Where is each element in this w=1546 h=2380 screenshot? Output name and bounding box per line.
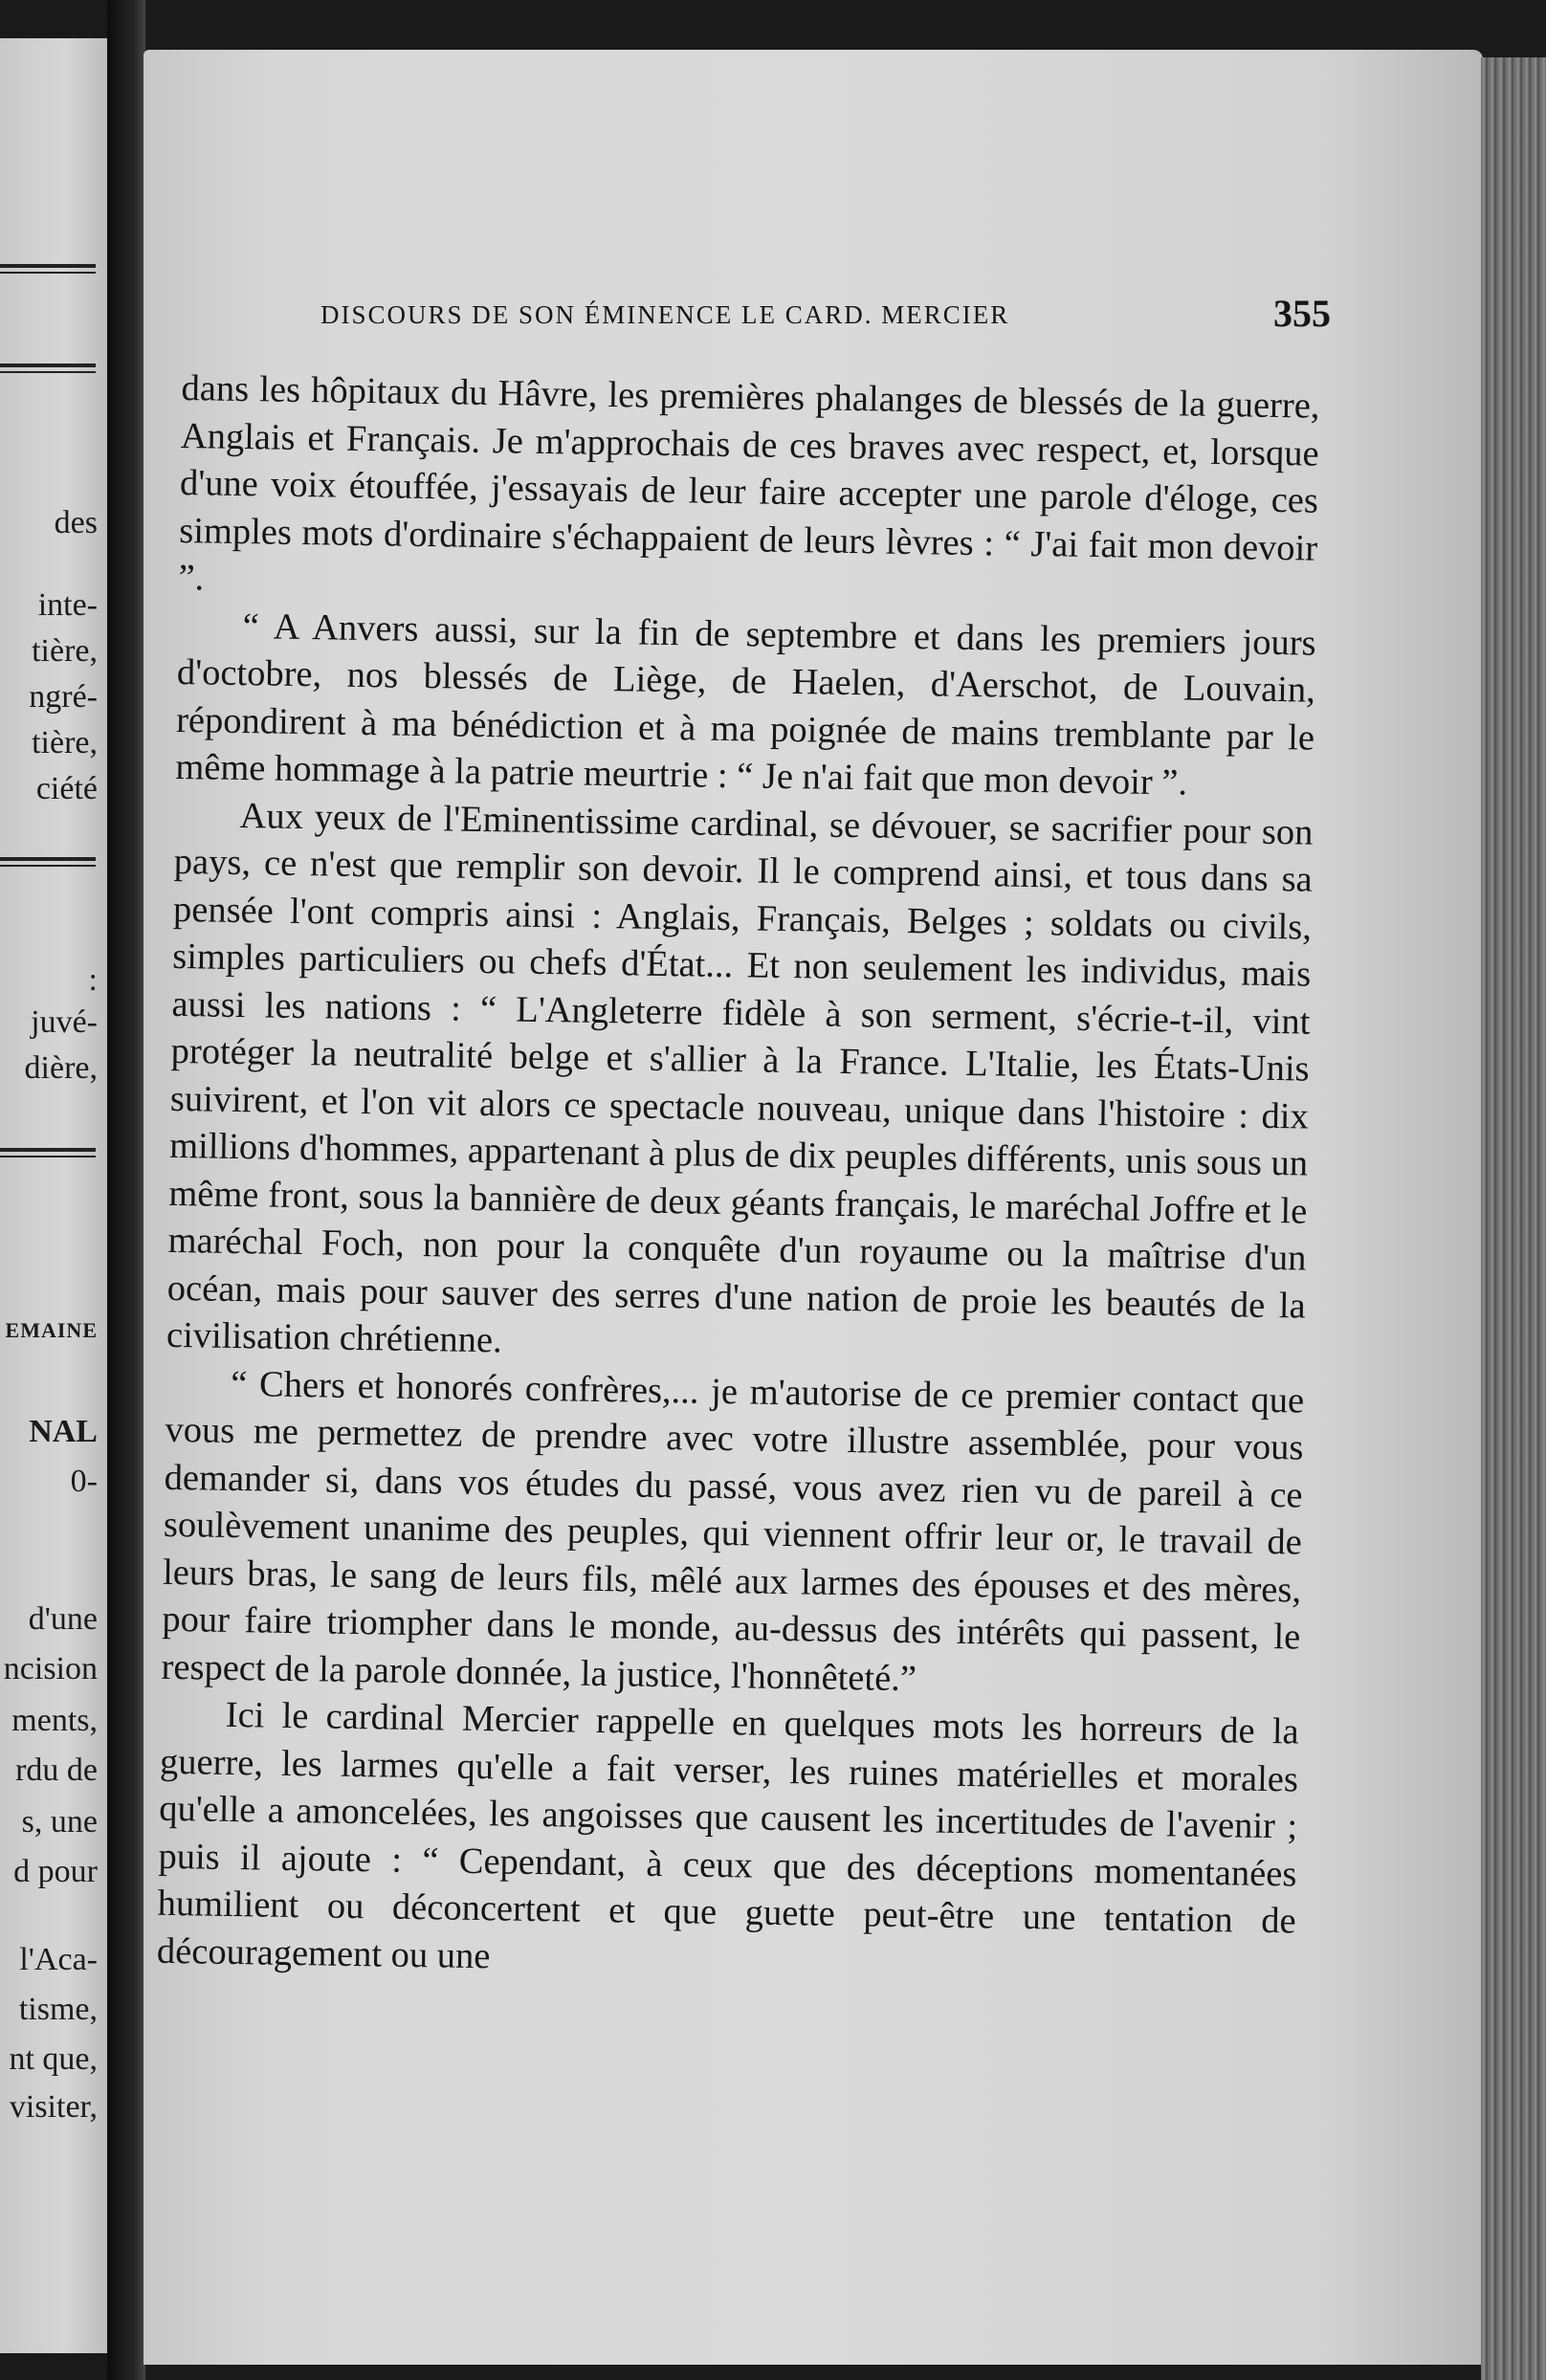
text-fragment: ncision <box>3 1651 98 1686</box>
body-text <box>157 365 1320 1993</box>
text-fragment: : <box>88 962 98 998</box>
text-fragment: 0- <box>70 1464 98 1499</box>
text-fragment: des <box>54 505 98 540</box>
rule <box>0 364 96 373</box>
paragraph: “ Chers et honorés confrères,... je m'autorise de ce premier contact que vous me permettez de prendre avec votre illustre assemblée, pour vous demander si, dans vos études du passé, vous avez rien vu de pareil à ce soulèvement unanime des peuples, qui viennent offrir leur or, le travail de leurs bras, le sang de leurs fils, mêlé aux larmes des épouses et des mères, pour faire triompher dans le monde, au-dessus des intérêts qui passent, le respect de la parole donnée, la justice, l'honnêteté.” <box>161 1363 1305 1699</box>
text-fragment: tière, <box>32 633 98 669</box>
book-gutter <box>107 0 145 2380</box>
text-fragment: ments, <box>11 1703 98 1738</box>
text-fragment: d pour <box>13 1854 98 1889</box>
rule <box>0 1148 96 1157</box>
text-fragment: tisme, <box>18 1992 98 2027</box>
paragraph: Aux yeux de l'Eminentissime cardinal, se dévouer, se sacrifier pour son pays, ce n'est que remplir son devoir. Il le comprend ainsi, et tous dans sa pensée l'ont compris ainsi : Anglais, Français, Belges ; soldats ou civils, simples particuliers ou chefs d'État... Et non seulement les individus, mais aussi les nations : “ L'Angleterre fidèle à son serment, s'écrie-t-il, vint protéger la neutralité belge et s'allier à la France. L'Italie, les États-Unis suivirent, et l'on vit alors ce spectacle nouveau, unique dans l'histoire : dix millions d'hommes, appartenant à plus de dix peuples différents, unis sous un même front, sous la bannière de deux géants français, le maréchal Joffre et le maréchal Foch, non pour la conquête d'un royaume ou la maîtrise d'un océan, mais pour sauver des serres d'une nation de proie les beautés de la civilisation chrétienne. <box>166 795 1314 1361</box>
text-fragment: inte- <box>37 587 98 623</box>
page-edges <box>1481 57 1546 2380</box>
page-number: 355 <box>1273 292 1331 335</box>
text-fragment: ngré- <box>29 679 98 715</box>
paragraph: Ici le cardinal Mercier rappelle en quelques mots les horreurs de la guerre, les larmes qu'elle a fait verser, les ruines matérielles et morales qu'elle a amoncelées, les angoisses que causent les incertitudes de l'avenir ; puis il ajoute : “ Cependant, à ceux que des déceptions momentanées humilient ou déconcertent et que guette peut-être une tentation de découragement ou une <box>156 1694 1300 1976</box>
text-fragment: juvé- <box>31 1004 98 1040</box>
text-fragment: nt que, <box>9 2041 98 2077</box>
rule <box>0 857 96 867</box>
text-fragment: ciété <box>35 771 98 806</box>
text-fragment: dière, <box>24 1050 98 1086</box>
text-fragment: EMAINE <box>5 1318 98 1342</box>
text-fragment: d'une <box>28 1601 98 1637</box>
running-title: DISCOURS DE SON ÉMINENCE LE CARD. MERCIER <box>320 300 1010 329</box>
text-fragment: l'Aca- <box>19 1942 98 1977</box>
rule <box>0 264 96 274</box>
facing-page-fragment <box>0 38 107 2353</box>
text-fragment: rdu de <box>15 1752 98 1788</box>
text-fragment: tière, <box>32 725 98 760</box>
text-fragment: NAL <box>29 1414 98 1449</box>
running-head <box>167 287 1354 344</box>
text-fragment: s, une <box>21 1804 98 1840</box>
paragraph: “ A Anvers aussi, sur la fin de septembre et dans les premiers jours d'octobre, nos blessés de Liège, de Haelen, d'Aerschot, de Louvain, répondirent à ma bénédiction et à ma poignée de mains tremblante par le même hommage à la patrie meurtrie : “ Je n'ai fait que mon devoir ”. <box>175 606 1316 804</box>
text-fragment: visiter, <box>9 2089 98 2125</box>
paragraph: dans les hôpitaux du Hâvre, les premières phalanges de blessés de la guerre, Anglais et Français. Je m'approchais de ces braves avec respect, et, lorsque d'une voix étouffée, j'essayais de leur faire accepter une parole d'éloge, ces simples mots d'ordinaire s'échappaient de leurs lèvres : “ J'ai fait mon devoir ”. <box>178 367 1320 599</box>
